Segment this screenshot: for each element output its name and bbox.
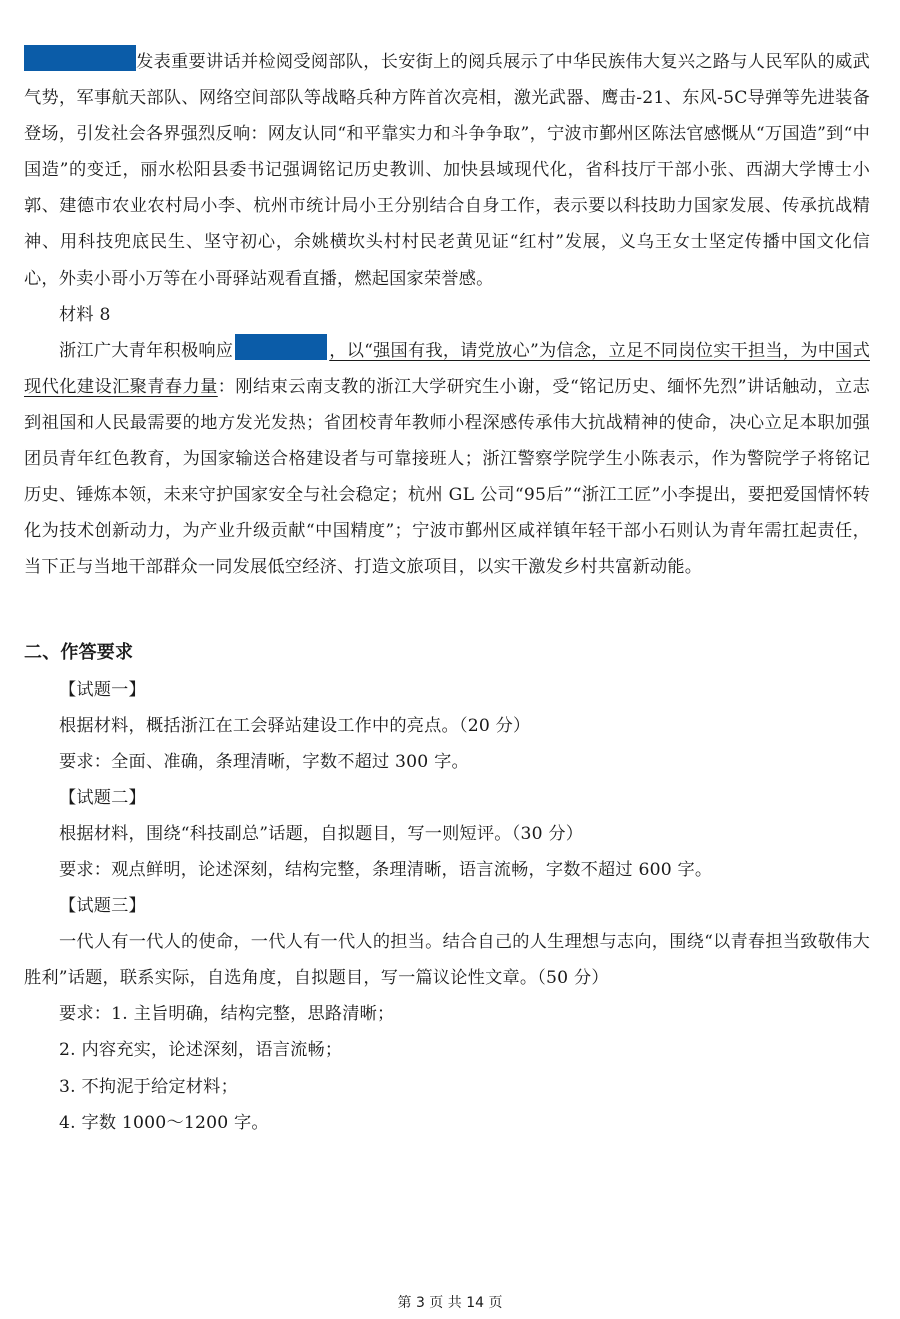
material8-lead: 浙江广大青年积极响应 bbox=[59, 340, 234, 361]
section-heading: 二、作答要求 bbox=[24, 642, 134, 664]
material7-paragraph bbox=[24, 44, 870, 297]
question-3-requirement-4: 4. 字数 1000～1200 字。 bbox=[59, 1112, 269, 1133]
question-2-requirement: 要求：观点鲜明，论述深刻，结构完整，条理清晰，语言流畅，字数不超过 600 字。 bbox=[59, 859, 713, 880]
question-1-prompt: 根据材料，概括浙江在工会驿站建设工作中的亮点。（20 分） bbox=[59, 715, 531, 736]
question-3-requirement-1: 要求：1. 主旨明确，结构完整，思路清晰； bbox=[59, 1004, 395, 1025]
redaction-block bbox=[235, 334, 327, 360]
question-2-title: 【试题二】 bbox=[59, 787, 146, 808]
redaction-block bbox=[24, 45, 136, 71]
material8-label: 材料 8 bbox=[59, 304, 111, 325]
material7-text: 发表重要讲话并检阅受阅部队，长安街上的阅兵展示了中华民族伟大复兴之路与人民军队的威武气势，军事航天部队、网络空间部队等战略兵种方阵首次亮相，激光武器、鹰击-21、东风-5C导弹等先进装备登场，引发社会各界强烈反响：网友认同“和平靠实力和斗争争取”，宁波市鄞州区陈法官感慨从“万国造”到“中国造”的变迁，丽水松阳县委书记强调铭记历史教训、加快县域现代化，省科技厅干部小张、西湖大学博士小郭、建德市农业农村局小李、杭州市统计局小王分别结合自身工作，表示要以科技助力国家发展、传承抗战精神、用科技兜底民生、坚守初心，余姚横坎头村村民老黄见证“红村”发展，义乌王女士坚定传播中国文化信心，外卖小哥小万等在小哥驿站观看直播，燃起国家荣誉感。 bbox=[24, 52, 870, 289]
material8-rest: ：刚结束云南支教的浙江大学研究生小谢，受“铭记历史、缅怀先烈”讲话触动，立志到祖国和人民最需要的地方发光发热；省团校青年教师小程深感传承伟大抗战精神的使命，决心立足本职加强团员青年红色教育，为国家输送合格建设者与可靠接班人；浙江警察学院学生小陈表示，作为警院学子将铭记历史、锤炼本领，未来守护国家安全与社会稳定；杭州 GL 公司“95后”“浙江工匠”小李提出，要把爱国情怀转化为技术创新动力，为产业升级贡献“中国精度”；宁波市鄞州区咸祥镇年轻干部小石则认为青年需扛起责任，当下正与当地干部群众一同发展低空经济、打造文旅项目，以实干激发乡村共富新动能。 bbox=[24, 376, 870, 578]
material8-paragraph bbox=[24, 333, 870, 586]
question-3-requirement-2: 2. 内容充实，论述深刻，语言流畅； bbox=[59, 1040, 343, 1061]
material8-underlined-text: ，以“强国有我，请党放心”为信念，立足不同岗位实干担当，为中国式现代化建设汇聚青春力量 bbox=[24, 340, 870, 397]
question-2-prompt: 根据材料，围绕“科技副总”话题，自拟题目，写一则短评。（30 分） bbox=[59, 823, 584, 844]
page-number-footer: 第 3 页 共 14 页 bbox=[397, 1295, 503, 1311]
question-1-title: 【试题一】 bbox=[59, 679, 146, 700]
question-3-title: 【试题三】 bbox=[59, 896, 146, 917]
question-1-requirement: 要求：全面、准确，条理清晰，字数不超过 300 字。 bbox=[59, 751, 469, 772]
question-3-prompt: 一代人有一代人的使命，一代人有一代人的担当。结合自己的人生理想与志向，围绕“以青春担当致敬伟大胜利”话题，联系实际，自选角度，自拟题目，写一篇议论性文章。（50 分） bbox=[24, 932, 870, 989]
question-3-requirement-3: 3. 不拘泥于给定材料； bbox=[59, 1076, 238, 1097]
section-gap bbox=[24, 585, 870, 635]
